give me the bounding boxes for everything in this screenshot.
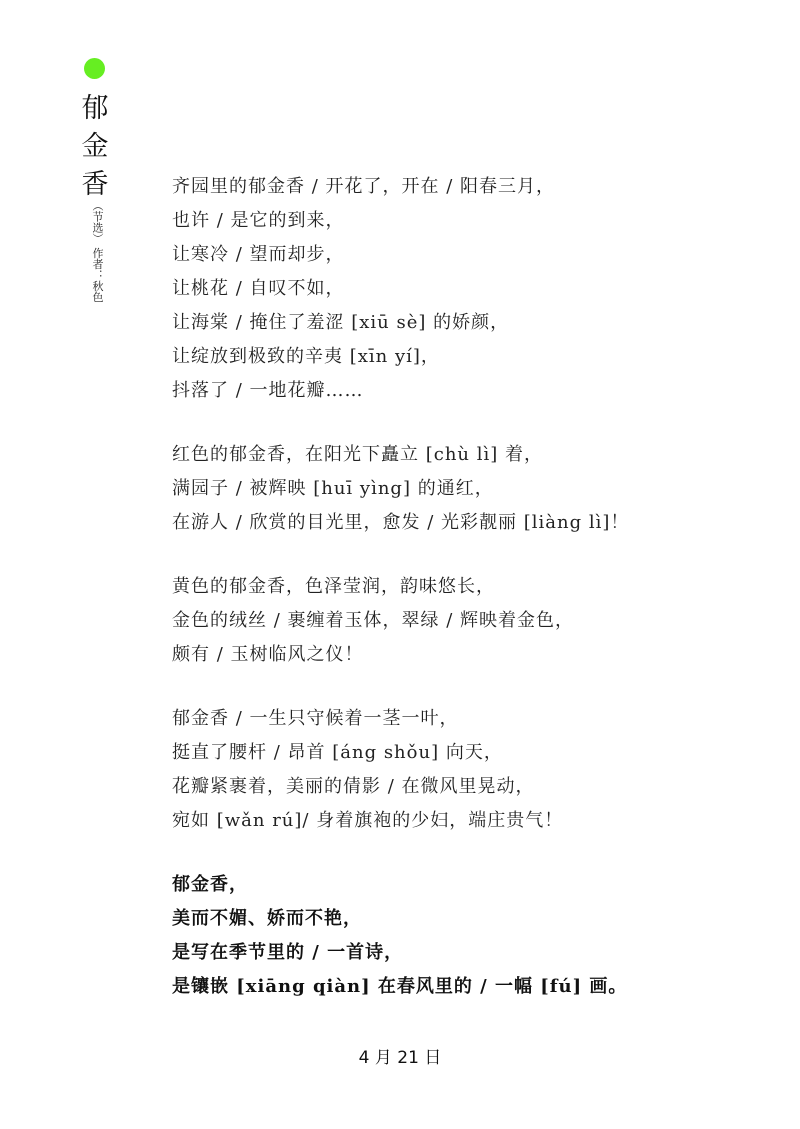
poem-line: 宛如 [wǎn rú]/ 身着旗袍的少妇，端庄贵气！ [172,810,564,831]
poem-line: 在游人 / 欣赏的目光里，愈发 / 光彩靓丽 [liàng lì]！ [172,512,630,533]
poem-title [80,90,110,204]
poem-line: 花瓣紧裹着，美丽的倩影 / 在微风里晃动， [172,776,535,797]
poem-body [172,170,772,1034]
poem-line: 让绽放到极致的辛夷 [xīn yí]， [172,346,440,367]
poem-line: 郁金香 / 一生只守候着一茎一叶， [172,708,459,729]
subtitle-excerpt: （节选） [91,200,104,244]
poem-line: 让海棠 / 掩住了羞涩 [xiū sè] 的娇颜， [172,312,510,333]
subtitle-block [86,200,104,303]
poem-line: 郁金香， [172,874,248,895]
poem-line: 也许 / 是它的到来， [172,210,345,231]
title-char: 郁 [81,93,109,124]
title-char: 香 [81,169,109,200]
date-label: 4 月 21 日 [358,1048,442,1068]
stanza-3 [172,570,772,672]
poem-line: 让桃花 / 自叹不如， [172,278,345,299]
poem-line: 是镶嵌 [xiāng qiàn] 在春风里的 / 一幅 [fú] 画。 [172,976,628,997]
poem-line: 金色的绒丝 / 裹缠着玉体，翠绿 / 辉映着金色， [172,610,575,631]
poem-line: 美而不媚、娇而不艳， [172,908,362,929]
poem-line: 是写在季节里的 / 一首诗， [172,942,404,963]
poem-line: 颇有 / 玉树临风之仪！ [172,644,364,665]
author-label: 作者：秋色 [91,247,104,303]
title-char: 金 [81,131,109,162]
green-dot-icon [84,58,105,79]
poem-line: 黄色的郁金香，色泽莹润，韵味悠长， [172,576,495,597]
poem-line: 齐园里的郁金香 / 开花了，开在 / 阳春三月， [172,176,556,197]
poem-line: 让寒冷 / 望而却步， [172,244,345,265]
stanza-5-bold [172,868,772,1004]
poem-line: 挺直了腰杆 / 昂首 [áng shǒu] 向天， [172,742,503,763]
stanza-4 [172,702,772,838]
stanza-1 [172,170,772,408]
poem-line: 红色的郁金香，在阳光下矗立 [chù lì] 着， [172,444,543,465]
stanza-2 [172,438,772,540]
poem-line: 抖落了 / 一地花瓣…… [172,380,364,401]
poem-line: 满园子 / 被辉映 [huī yìng] 的通红， [172,478,494,499]
